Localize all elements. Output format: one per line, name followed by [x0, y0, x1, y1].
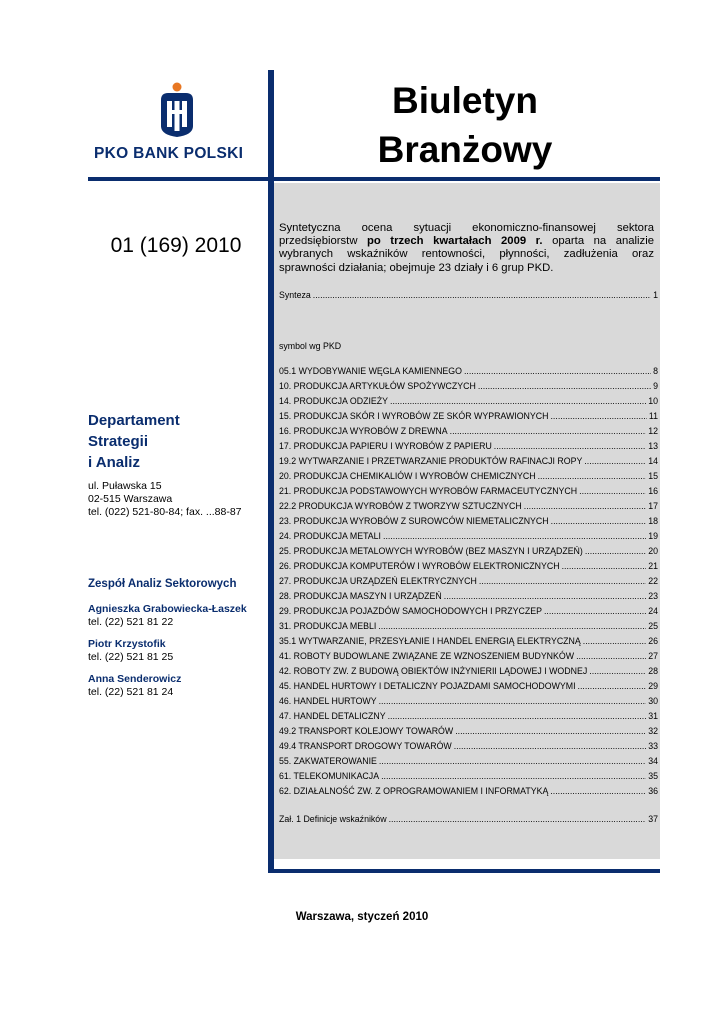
department-line-2: Strategii	[88, 433, 149, 450]
table-of-contents	[279, 364, 658, 799]
department-line-3: i Analiz	[88, 454, 140, 471]
toc-leader-dots	[538, 469, 647, 484]
toc-item[interactable]	[279, 709, 658, 724]
toc-page-number: 9	[653, 381, 658, 391]
toc-entry-text: 15. PRODUKCJA SKÓR I WYROBÓW ZE SKÓR WYPRAWIONYCH	[279, 411, 549, 421]
toc-entry-text: 21. PRODUKCJA PODSTAWOWYCH WYROBÓW FARMACEUTYCZNYCH	[279, 486, 578, 496]
vertical-divider	[268, 70, 274, 870]
toc-item[interactable]	[279, 424, 658, 439]
member-phone: tel. (22) 521 81 24	[88, 686, 174, 698]
team-member	[88, 673, 268, 699]
toc-page-number: 26	[648, 636, 658, 646]
toc-page-number: 29	[648, 681, 658, 691]
toc-leader-dots	[379, 754, 646, 769]
address-phone: tel. (022) 521-80-84; fax. ...88-87	[88, 506, 242, 518]
toc-item[interactable]	[279, 679, 658, 694]
member-phone: tel. (22) 521 81 22	[88, 616, 174, 628]
toc-leader-dots	[550, 409, 646, 424]
toc-page-number: 18	[648, 516, 658, 526]
pko-bank-logo-icon	[158, 82, 196, 138]
toc-leader-dots	[583, 634, 646, 649]
toc-item[interactable]	[279, 529, 658, 544]
toc-leader-dots	[313, 288, 651, 303]
toc-page-number: 16	[648, 486, 658, 496]
pkd-symbol-label: symbol wg PKD	[279, 341, 342, 351]
bulletin-title	[280, 76, 650, 174]
toc-page-number: 32	[648, 726, 658, 736]
toc-item[interactable]	[279, 514, 658, 529]
toc-page-number: 19	[648, 531, 658, 541]
toc-entry-text: 14. PRODUKCJA ODZIEŻY	[279, 396, 389, 406]
toc-entry-text: 29. PRODUKCJA POJAZDÓW SAMOCHODOWYCH I PRZYCZEP	[279, 606, 542, 616]
toc-entry-text: 55. ZAKWATEROWANIE	[279, 756, 377, 766]
summary-bold: po trzech kwartałach 2009 r.	[367, 235, 543, 248]
toc-entry-text: 62. DZIAŁALNOŚĆ ZW. Z OPROGRAMOWANIEM I INFORMATYKĄ	[279, 786, 549, 796]
toc-item[interactable]	[279, 739, 658, 754]
toc-entry-text: 28. PRODUKCJA MASZYN I URZĄDZEŃ	[279, 591, 442, 601]
toc-entry-text: 49.2 TRANSPORT KOLEJOWY TOWARÓW	[279, 726, 454, 736]
toc-leader-dots	[389, 812, 647, 827]
toc-item[interactable]	[279, 439, 658, 454]
title-line-2: Branżowy	[377, 129, 553, 170]
toc-item[interactable]	[279, 649, 658, 664]
toc-entry-text: 22.2 PRODUKCJA WYROBÓW Z TWORZYW SZTUCZNYCH	[279, 501, 522, 511]
toc-item[interactable]	[279, 559, 658, 574]
toc-item[interactable]	[279, 379, 658, 394]
toc-page-number: 20	[648, 546, 658, 556]
toc-leader-dots	[378, 619, 646, 634]
toc-entry-text: 35.1 WYTWARZANIE, PRZESYŁANIE I HANDEL ENERGIĄ ELEKTRYCZNĄ	[279, 636, 581, 646]
toc-page-number: 14	[648, 456, 658, 466]
toc-item[interactable]	[279, 544, 658, 559]
toc-entry-text: 42. ROBOTY ZW. Z BUDOWĄ OBIEKTÓW INŻYNIERII LĄDOWEJ I WODNEJ	[279, 666, 588, 676]
toc-page-number: 15	[648, 471, 658, 481]
toc-leader-dots	[494, 439, 646, 454]
toc-entry-text: 61. TELEKOMUNIKACJA	[279, 771, 380, 781]
toc-item[interactable]	[279, 784, 658, 799]
toc-leader-dots	[381, 769, 646, 784]
toc-page-number: 10	[648, 396, 658, 406]
toc-item[interactable]	[279, 364, 658, 379]
summary-paragraph	[279, 222, 654, 275]
toc-item[interactable]	[279, 634, 658, 649]
toc-item[interactable]	[279, 664, 658, 679]
toc-page-number: 11	[648, 411, 658, 421]
toc-page-number: 25	[648, 621, 658, 631]
toc-leader-dots	[578, 679, 647, 694]
toc-page-number: 34	[648, 756, 658, 766]
address-street: ul. Puławska 15	[88, 480, 162, 492]
team-title: Zespół Analiz Sektorowych	[88, 578, 237, 590]
toc-leader-dots	[584, 454, 646, 469]
toc-item[interactable]	[279, 574, 658, 589]
toc-entry-text: Zał. 1 Definicje wskaźników	[279, 814, 387, 824]
title-line-1: Biuletyn	[392, 80, 538, 121]
top-divider	[88, 177, 660, 181]
member-phone: tel. (22) 521 81 25	[88, 651, 174, 663]
toc-page-number: 37	[648, 814, 658, 824]
toc-item[interactable]	[279, 769, 658, 784]
toc-leader-dots	[585, 544, 646, 559]
toc-item[interactable]	[279, 409, 658, 424]
summary-text-2: oparta na analizie wybranych wskaźników rentowności, płynności, zadłużenia oraz sprawności działania; obejmuje 23 działy i 6 grup PKD.	[279, 235, 654, 274]
toc-item[interactable]	[279, 484, 658, 499]
toc-leader-dots	[550, 784, 646, 799]
toc-page-number: 13	[648, 441, 658, 451]
toc-page-number: 35	[648, 771, 658, 781]
toc-page-number: 31	[648, 711, 658, 721]
toc-item[interactable]	[279, 499, 658, 514]
toc-annex[interactable]	[279, 812, 658, 827]
toc-leader-dots	[390, 394, 646, 409]
toc-leader-dots	[524, 499, 646, 514]
department-name	[88, 410, 264, 473]
toc-entry-text: 26. PRODUKCJA KOMPUTERÓW I WYROBÓW ELEKTRONICZNYCH	[279, 561, 560, 571]
toc-synteza[interactable]	[279, 288, 658, 303]
toc-item[interactable]	[279, 469, 658, 484]
toc-item[interactable]	[279, 724, 658, 739]
toc-page-number: 36	[648, 786, 658, 796]
toc-leader-dots	[450, 424, 647, 439]
toc-page-number: 17	[648, 501, 658, 511]
toc-page-number: 28	[648, 666, 658, 676]
team-member	[88, 603, 268, 629]
toc-leader-dots	[551, 514, 647, 529]
toc-item[interactable]	[279, 619, 658, 634]
toc-entry-text: 16. PRODUKCJA WYROBÓW Z DREWNA	[279, 426, 448, 436]
toc-leader-dots	[379, 694, 647, 709]
toc-entry-text: 46. HANDEL HURTOWY	[279, 696, 377, 706]
bank-name: PKO BANK POLSKI	[94, 145, 244, 162]
toc-leader-dots	[544, 604, 646, 619]
toc-leader-dots	[464, 364, 651, 379]
toc-entry-text: 49.4 TRANSPORT DROGOWY TOWARÓW	[279, 741, 452, 751]
toc-item[interactable]	[279, 604, 658, 619]
toc-entry-text: 10. PRODUKCJA ARTYKUŁÓW SPOŻYWCZYCH	[279, 381, 476, 391]
toc-page-number: 12	[648, 426, 658, 436]
toc-item[interactable]	[279, 694, 658, 709]
toc-page-number: 23	[648, 591, 658, 601]
toc-leader-dots	[478, 379, 651, 394]
toc-page-number: 30	[648, 696, 658, 706]
toc-entry-text: 45. HANDEL HURTOWY I DETALICZNY POJAZDAMI SAMOCHODOWYMI	[279, 681, 576, 691]
toc-entry-text: 41. ROBOTY BUDOWLANE ZWIĄZANE ZE WZNOSZENIEM BUDYNKÓW	[279, 651, 575, 661]
toc-page-number: 33	[648, 741, 658, 751]
toc-page-number: 8	[653, 366, 658, 376]
toc-leader-dots	[562, 559, 647, 574]
toc-leader-dots	[383, 529, 646, 544]
team-members	[88, 603, 268, 708]
toc-entry-text: 25. PRODUKCJA METALOWYCH WYROBÓW (BEZ MASZYN I URZĄDZEŃ)	[279, 546, 583, 556]
bottom-divider	[268, 869, 660, 873]
toc-entry-text: 24. PRODUKCJA METALI	[279, 531, 382, 541]
toc-item[interactable]	[279, 394, 658, 409]
department-line-1: Departament	[88, 412, 180, 429]
summary-text-1: Syntetyczna ocena sytuacji ekonomiczno-finansowej sektora przedsiębiorstw	[279, 222, 654, 248]
department-address	[88, 480, 268, 519]
toc-entry-text: 27. PRODUKCJA URZĄDZEŃ ELEKTRYCZNYCH	[279, 576, 477, 586]
toc-page-number: 21	[648, 561, 658, 571]
toc-leader-dots	[454, 739, 646, 754]
toc-leader-dots	[579, 484, 646, 499]
toc-item[interactable]	[279, 589, 658, 604]
toc-entry-text: 31. PRODUKCJA MEBLI	[279, 621, 377, 631]
toc-entry-text: 17. PRODUKCJA PAPIERU I WYROBÓW Z PAPIERU	[279, 441, 492, 451]
toc-leader-dots	[444, 589, 646, 604]
toc-item[interactable]	[279, 454, 658, 469]
toc-entry-text: 47. HANDEL DETALICZNY	[279, 711, 386, 721]
issue-number: 01 (169) 2010	[110, 234, 242, 257]
toc-leader-dots	[589, 664, 646, 679]
toc-leader-dots	[388, 709, 647, 724]
member-name: Piotr Krzystofik	[88, 638, 166, 650]
toc-item[interactable]	[279, 754, 658, 769]
address-city: 02-515 Warszawa	[88, 493, 173, 505]
toc-page-number: 27	[648, 651, 658, 661]
toc-entry-text: 19.2 WYTWARZANIE I PRZETWARZANIE PRODUKTÓW RAFINACJI ROPY	[279, 456, 583, 466]
member-name: Anna Senderowicz	[88, 673, 182, 685]
team-member	[88, 638, 268, 664]
toc-leader-dots	[576, 649, 646, 664]
toc-entry-text: Synteza	[279, 290, 311, 300]
toc-page-number: 22	[648, 576, 658, 586]
toc-entry-text: 23. PRODUKCJA WYROBÓW Z SUROWCÓW NIEMETALICZNYCH	[279, 516, 549, 526]
toc-entry-text: 20. PRODUKCJA CHEMIKALIÓW I WYROBÓW CHEMICZNYCH	[279, 471, 536, 481]
toc-page-number: 24	[648, 606, 658, 616]
toc-leader-dots	[455, 724, 646, 739]
toc-entry-text: 05.1 WYDOBYWANIE WĘGLA KAMIENNEGO	[279, 366, 462, 376]
toc-page-number: 1	[653, 290, 658, 300]
toc-leader-dots	[479, 574, 646, 589]
member-name: Agnieszka Grabowiecka-Łaszek	[88, 603, 247, 615]
footer-place-date: Warszawa, styczeń 2010	[295, 911, 429, 923]
